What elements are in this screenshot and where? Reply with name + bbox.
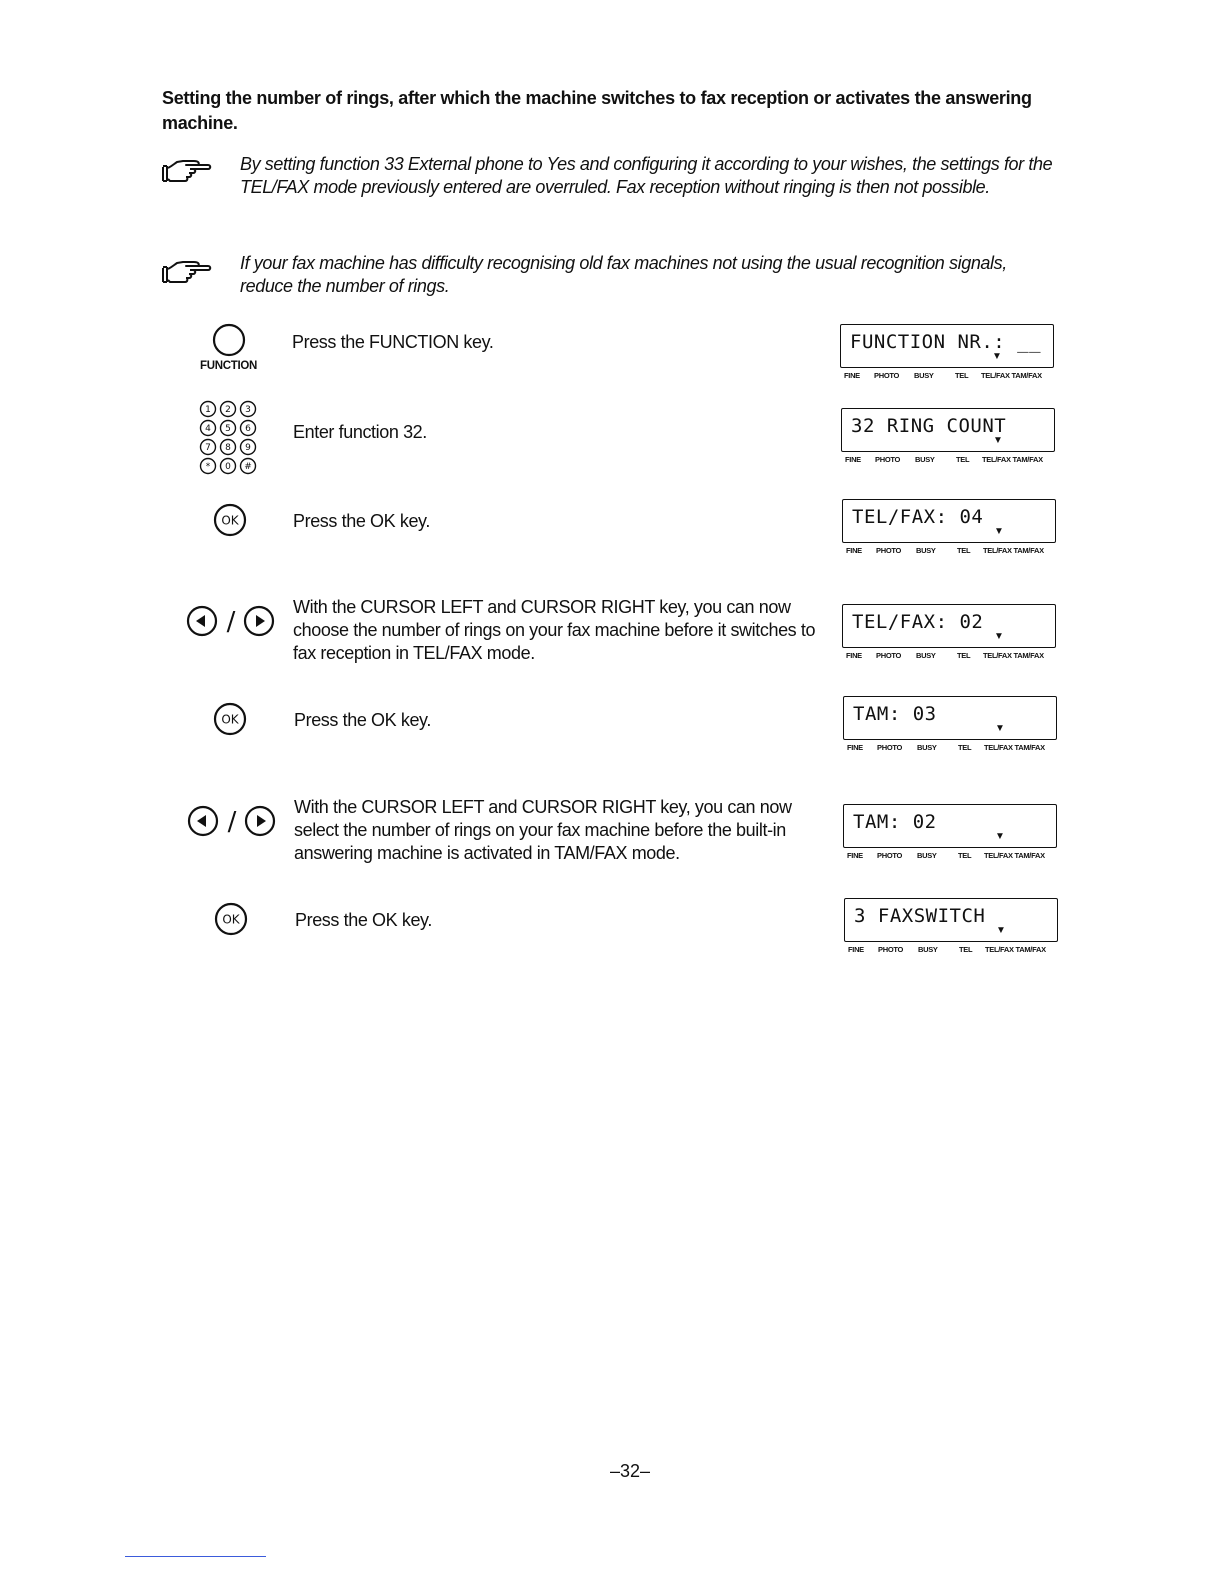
indicator-photo: PHOTO (875, 455, 901, 464)
ok-key-icon (213, 901, 249, 937)
lcd-display (840, 324, 1054, 385)
keypad-key: 6 (245, 424, 251, 434)
step-text: Press the FUNCTION key. (292, 332, 494, 352)
indicator-busy: BUSY (917, 851, 937, 860)
lcd-text: FUNCTION NR.: __ (850, 331, 1042, 353)
lcd-arrow-icon: ▼ (995, 723, 1005, 734)
indicator-photo: PHOTO (876, 546, 902, 555)
lcd-indicator-labels (840, 371, 1054, 385)
indicator-tel: TEL (956, 455, 970, 464)
step-text: With the CURSOR LEFT and CURSOR RIGHT key, you can now select the number of rings on your fax machine before the built-in answering machine is activated in TAM/FAX mode. (294, 797, 792, 863)
lcd-indicator-labels (841, 455, 1055, 469)
lcd-screen (844, 898, 1058, 942)
section-heading: Setting the number of rings, after which the machine switches to fax reception or activates the answering machine. (162, 88, 1032, 133)
step-text: With the CURSOR LEFT and CURSOR RIGHT key, you can now choose the number of rings on your fax machine before it switches to fax reception in TEL/FAX mode. (293, 597, 816, 663)
indicator-telfax-tamfax: TEL/FAX TAM/FAX (984, 851, 1045, 860)
lcd-screen (842, 499, 1056, 543)
lcd-arrow-icon: ▼ (992, 351, 1002, 362)
indicator-busy: BUSY (916, 651, 936, 660)
keypad-key: * (205, 462, 211, 472)
lcd-display (842, 499, 1056, 560)
cursor-separator: / (226, 607, 236, 637)
note-text: If your fax machine has difficulty recognising old fax machines not using the usual recognition signals, reduce the number of rings. (240, 253, 1007, 296)
lcd-indicator-labels (844, 945, 1058, 959)
note-text: By setting function 33 External phone to Yes and configuring it according to your wishes, the settings for the TEL/FAX mode previously entered are overruled. Fax reception without ringing is then not possible. (240, 154, 1053, 197)
indicator-photo: PHOTO (878, 945, 904, 954)
lcd-display (841, 408, 1055, 469)
lcd-text: TAM: 03 (853, 703, 937, 725)
keypad-key: 1 (205, 405, 211, 415)
lcd-indicator-labels (842, 546, 1056, 560)
indicator-telfax-tamfax: TEL/FAX TAM/FAX (983, 546, 1044, 555)
indicator-busy: BUSY (915, 455, 935, 464)
lcd-text: TAM: 02 (853, 811, 937, 833)
ok-label: OK (221, 712, 239, 727)
lcd-text: TEL/FAX: 02 (852, 611, 984, 633)
indicator-tel: TEL (959, 945, 973, 954)
step-text: Press the OK key. (293, 511, 430, 531)
lcd-display (844, 898, 1058, 959)
lcd-arrow-icon: ▼ (994, 631, 1004, 642)
indicator-tel: TEL (957, 546, 971, 555)
ok-label: OK (221, 513, 239, 528)
indicator-fine: FINE (846, 651, 862, 660)
lcd-indicator-labels (842, 651, 1056, 665)
indicator-tel: TEL (955, 371, 969, 380)
function-key-label: FUNCTION (200, 360, 258, 372)
indicator-tel: TEL (958, 851, 972, 860)
indicator-telfax-tamfax: TEL/FAX TAM/FAX (983, 651, 1044, 660)
cursor-left-right-icon (186, 603, 276, 639)
step-text: Press the OK key. (294, 710, 431, 730)
indicator-fine: FINE (848, 945, 864, 954)
indicator-fine: FINE (845, 455, 861, 464)
lcd-display (842, 604, 1056, 665)
indicator-busy: BUSY (917, 743, 937, 752)
keypad-key: 2 (225, 405, 231, 415)
keypad-key: 8 (225, 443, 231, 453)
lcd-arrow-icon: ▼ (996, 925, 1006, 936)
function-key-icon (212, 323, 246, 357)
pointing-hand-icon (160, 257, 212, 283)
indicator-fine: FINE (847, 743, 863, 752)
indicator-tel: TEL (958, 743, 972, 752)
keypad-key: 7 (205, 443, 211, 453)
step-text: Press the OK key. (295, 910, 432, 930)
indicator-photo: PHOTO (874, 371, 900, 380)
lcd-indicator-labels (843, 851, 1057, 865)
keypad-key: # (244, 462, 252, 472)
indicator-telfax-tamfax: TEL/FAX TAM/FAX (982, 455, 1043, 464)
indicator-busy: BUSY (918, 945, 938, 954)
indicator-telfax-tamfax: TEL/FAX TAM/FAX (981, 371, 1042, 380)
lcd-text: TEL/FAX: 04 (852, 506, 984, 528)
ok-key-icon (212, 701, 248, 737)
lcd-indicator-labels (843, 743, 1057, 757)
indicator-busy: BUSY (914, 371, 934, 380)
lcd-arrow-icon: ▼ (994, 526, 1004, 537)
cursor-separator: / (227, 807, 237, 837)
lcd-screen (842, 604, 1056, 648)
keypad-icon (197, 399, 261, 475)
ok-label: OK (222, 912, 240, 927)
step-text: Enter function 32. (293, 422, 427, 442)
indicator-telfax-tamfax: TEL/FAX TAM/FAX (985, 945, 1046, 954)
lcd-display (843, 804, 1057, 865)
keypad-key: 0 (225, 462, 231, 472)
footer-rule (125, 1556, 266, 1557)
pointing-hand-icon (160, 156, 212, 182)
indicator-photo: PHOTO (877, 851, 903, 860)
lcd-display (843, 696, 1057, 757)
indicator-tel: TEL (957, 651, 971, 660)
keypad-key: 5 (225, 424, 231, 434)
lcd-arrow-icon: ▼ (995, 831, 1005, 842)
ok-key-icon (212, 502, 248, 538)
page-number: –32– (609, 1461, 651, 1481)
indicator-telfax-tamfax: TEL/FAX TAM/FAX (984, 743, 1045, 752)
indicator-fine: FINE (844, 371, 860, 380)
lcd-text: 32 RING COUNT (851, 415, 1007, 437)
keypad-key: 9 (245, 443, 251, 453)
indicator-fine: FINE (847, 851, 863, 860)
indicator-photo: PHOTO (876, 651, 902, 660)
lcd-screen (843, 804, 1057, 848)
lcd-text: 3 FAXSWITCH (854, 905, 986, 927)
indicator-photo: PHOTO (877, 743, 903, 752)
keypad-key: 4 (205, 424, 211, 434)
lcd-screen (841, 408, 1055, 452)
lcd-arrow-icon: ▼ (993, 435, 1003, 446)
cursor-left-right-icon (187, 803, 277, 839)
lcd-screen (843, 696, 1057, 740)
keypad-key: 3 (245, 405, 251, 415)
indicator-busy: BUSY (916, 546, 936, 555)
indicator-fine: FINE (846, 546, 862, 555)
lcd-screen (840, 324, 1054, 368)
